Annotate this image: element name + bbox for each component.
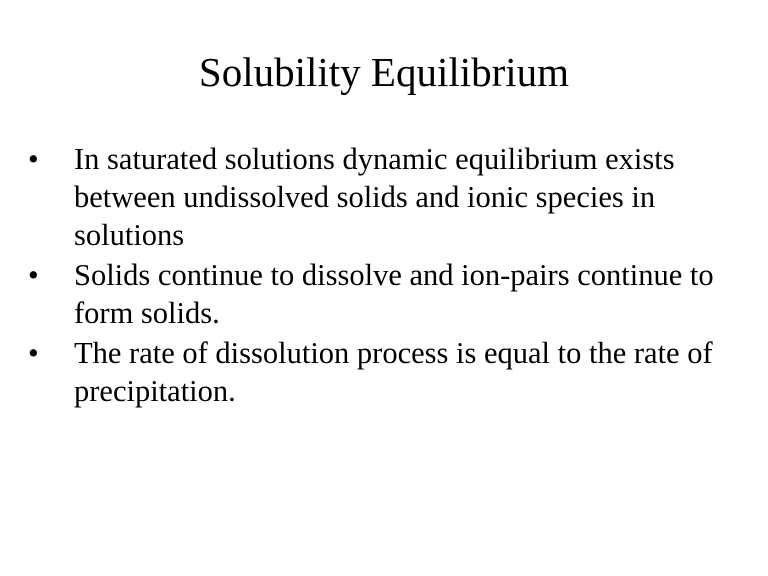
bullet-item xyxy=(28,140,748,254)
bullet-icon: • xyxy=(28,336,39,370)
slide-title: Solubility Equilibrium xyxy=(198,49,570,95)
bullet-text: Solids continue to dissolve and ion-pairs continue to form solids. xyxy=(74,258,714,330)
bullet-item xyxy=(28,334,748,410)
bullet-icon: • xyxy=(28,258,39,292)
bullet-item xyxy=(28,256,748,332)
bullet-icon: • xyxy=(28,142,39,176)
bullet-text: The rate of dissolution process is equal to the rate of precipitation. xyxy=(74,336,713,408)
bullet-list xyxy=(28,140,748,412)
bullet-text: In saturated solutions dynamic equilibrium exists between undissolved solids and ionic species in solutions xyxy=(74,142,675,252)
